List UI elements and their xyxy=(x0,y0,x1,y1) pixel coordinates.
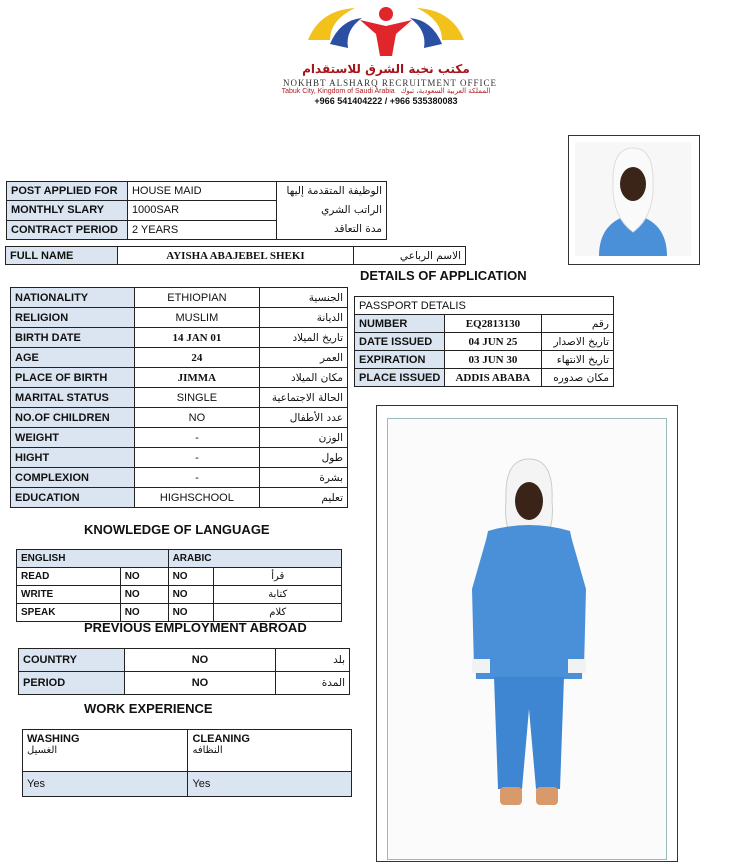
language-label-ar: كلام xyxy=(214,604,342,622)
passport-label-ar: تاريخ الانتهاء xyxy=(541,351,613,369)
employment-table xyxy=(18,648,350,695)
employment-label: PERIOD xyxy=(19,672,125,695)
personal-label: HIGHT xyxy=(11,448,135,468)
full-name-table xyxy=(5,246,466,265)
personal-row xyxy=(11,448,348,468)
personal-label: RELIGION xyxy=(11,308,135,328)
personal-label-ar: عدد الأطفال xyxy=(260,408,348,428)
post-label: POST APPLIED FOR xyxy=(7,182,128,201)
language-row xyxy=(17,568,342,586)
details-heading: DETAILS OF APPLICATION xyxy=(360,268,527,283)
passport-value: ADDIS ABABA xyxy=(445,369,541,387)
personal-value: NO xyxy=(134,408,259,428)
personal-row xyxy=(11,308,348,328)
employment-label-ar: المدة xyxy=(276,672,350,695)
washing-value: Yes xyxy=(23,772,188,797)
portrait-photo xyxy=(568,135,700,265)
contract-ar: مدة التعاقد xyxy=(333,223,382,235)
personal-label-ar: الوزن xyxy=(260,428,348,448)
personal-row xyxy=(11,368,348,388)
work-table xyxy=(22,729,352,797)
language-label: READ xyxy=(17,568,121,586)
salary-ar: الراتب الشري xyxy=(321,204,382,216)
personal-row xyxy=(11,388,348,408)
employment-label: COUNTRY xyxy=(19,649,125,672)
personal-label-ar: العمر xyxy=(260,348,348,368)
personal-value: HIGHSCHOOL xyxy=(134,488,259,508)
passport-title: PASSPORT DETALIS xyxy=(355,297,614,315)
language-heading: KNOWLEDGE OF LANGUAGE xyxy=(84,522,270,537)
passport-value: EQ2813130 xyxy=(445,315,541,333)
personal-label: NATIONALITY xyxy=(11,288,135,308)
language-row xyxy=(17,604,342,622)
passport-row xyxy=(355,315,614,333)
employment-heading: PREVIOUS EMPLOYMENT ABROAD xyxy=(84,620,307,635)
personal-label: WEIGHT xyxy=(11,428,135,448)
personal-value: - xyxy=(134,448,259,468)
passport-label-ar: مكان صدوره xyxy=(541,369,613,387)
english-value: NO xyxy=(120,568,168,586)
personal-value: - xyxy=(134,428,259,448)
passport-label: PLACE ISSUED xyxy=(355,369,445,387)
office-name-ar: مكتب نخبة الشرق للاستقدام xyxy=(302,62,470,76)
passport-label: NUMBER xyxy=(355,315,445,333)
passport-label-ar: رقم xyxy=(541,315,613,333)
personal-value: SINGLE xyxy=(134,388,259,408)
personal-label: BIRTH DATE xyxy=(11,328,135,348)
personal-label-ar: تعليم xyxy=(260,488,348,508)
personal-row xyxy=(11,288,348,308)
personal-label-ar: الجنسية xyxy=(260,288,348,308)
personal-row xyxy=(11,468,348,488)
passport-label: EXPIRATION xyxy=(355,351,445,369)
language-label-ar: قرأ xyxy=(214,568,342,586)
washing-header xyxy=(23,730,188,772)
passport-value: 04 JUN 25 xyxy=(445,333,541,351)
office-phones: +966 541404222 / +966 535380083 xyxy=(314,96,458,106)
personal-value: MUSLIM xyxy=(134,308,259,328)
language-label: SPEAK xyxy=(17,604,121,622)
personal-table xyxy=(10,287,348,508)
address-ar: المملكة العربية السعودية، تبوك xyxy=(400,87,491,95)
cleaning-label-ar: النظافه xyxy=(192,745,223,756)
personal-label: AGE xyxy=(11,348,135,368)
language-table xyxy=(16,549,342,622)
personal-value: 24 xyxy=(134,348,259,368)
language-row xyxy=(17,586,342,604)
personal-row xyxy=(11,408,348,428)
passport-row xyxy=(355,369,614,387)
personal-value: - xyxy=(134,468,259,488)
personal-label: NO.OF CHILDREN xyxy=(11,408,135,428)
english-value: NO xyxy=(120,604,168,622)
personal-value: ETHIOPIAN xyxy=(134,288,259,308)
passport-row xyxy=(355,351,614,369)
personal-label: COMPLEXION xyxy=(11,468,135,488)
personal-value: 14 JAN 01 xyxy=(134,328,259,348)
passport-label: DATE ISSUED xyxy=(355,333,445,351)
passport-table xyxy=(354,296,614,387)
english-value: NO xyxy=(120,586,168,604)
office-address xyxy=(236,87,536,95)
salary-label: MONTHLY SLARY xyxy=(7,201,128,220)
salary-value: 1000SAR xyxy=(127,201,276,220)
post-ar: الوظيفة المتقدمة إليها xyxy=(286,185,382,197)
personal-label: EDUCATION xyxy=(11,488,135,508)
personal-row xyxy=(11,488,348,508)
address-en: Tabuk City, Kingdom of Saudi Arabia xyxy=(281,88,395,95)
personal-label-ar: الديانة xyxy=(260,308,348,328)
office-logo xyxy=(300,0,472,62)
job-table xyxy=(6,181,387,240)
personal-label: PLACE OF BIRTH xyxy=(11,368,135,388)
personal-value: JIMMA xyxy=(134,368,259,388)
passport-label-ar: تاريخ الاصدار xyxy=(541,333,613,351)
arabic-value: NO xyxy=(168,604,214,622)
personal-label-ar: مكان الميلاد xyxy=(260,368,348,388)
contract-label: CONTRACT PERIOD xyxy=(7,220,128,239)
personal-row xyxy=(11,348,348,368)
personal-label-ar: تاريخ الميلاد xyxy=(260,328,348,348)
cleaning-value: Yes xyxy=(188,772,352,797)
office-name-en: NOKHBT ALSHARQ RECRUITMENT OFFICE xyxy=(283,78,497,88)
employment-value: NO xyxy=(124,649,275,672)
full-name-value: AYISHA ABAJEBEL SHEKI xyxy=(117,247,353,265)
language-label: WRITE xyxy=(17,586,121,604)
full-name-label-ar: الاسم الرباعي xyxy=(354,247,466,265)
passport-row xyxy=(355,333,614,351)
employment-row xyxy=(19,649,350,672)
personal-label-ar: بشرة xyxy=(260,468,348,488)
full-name-label: FULL NAME xyxy=(6,247,118,265)
contract-value: 2 YEARS xyxy=(127,220,276,239)
post-value: HOUSE MAID xyxy=(127,182,276,201)
work-heading: WORK EXPERIENCE xyxy=(84,701,213,716)
employment-value: NO xyxy=(124,672,275,695)
employment-row xyxy=(19,672,350,695)
english-header: ENGLISH xyxy=(17,550,169,568)
full-body-photo xyxy=(376,405,678,862)
personal-row xyxy=(11,428,348,448)
cleaning-header xyxy=(188,730,352,772)
personal-label: MARITAL STATUS xyxy=(11,388,135,408)
personal-row xyxy=(11,328,348,348)
washing-label-ar: الغسيل xyxy=(27,745,58,756)
job-ar-labels xyxy=(277,182,387,240)
passport-value: 03 JUN 30 xyxy=(445,351,541,369)
arabic-value: NO xyxy=(168,568,214,586)
personal-label-ar: الحالة الاجتماعية xyxy=(260,388,348,408)
washing-label: WASHING xyxy=(27,733,80,745)
personal-label-ar: طول xyxy=(260,448,348,468)
arabic-header: ARABIC xyxy=(168,550,341,568)
cleaning-label: CLEANING xyxy=(192,733,250,745)
arabic-value: NO xyxy=(168,586,214,604)
language-label-ar: كتابة xyxy=(214,586,342,604)
employment-label-ar: بلد xyxy=(276,649,350,672)
